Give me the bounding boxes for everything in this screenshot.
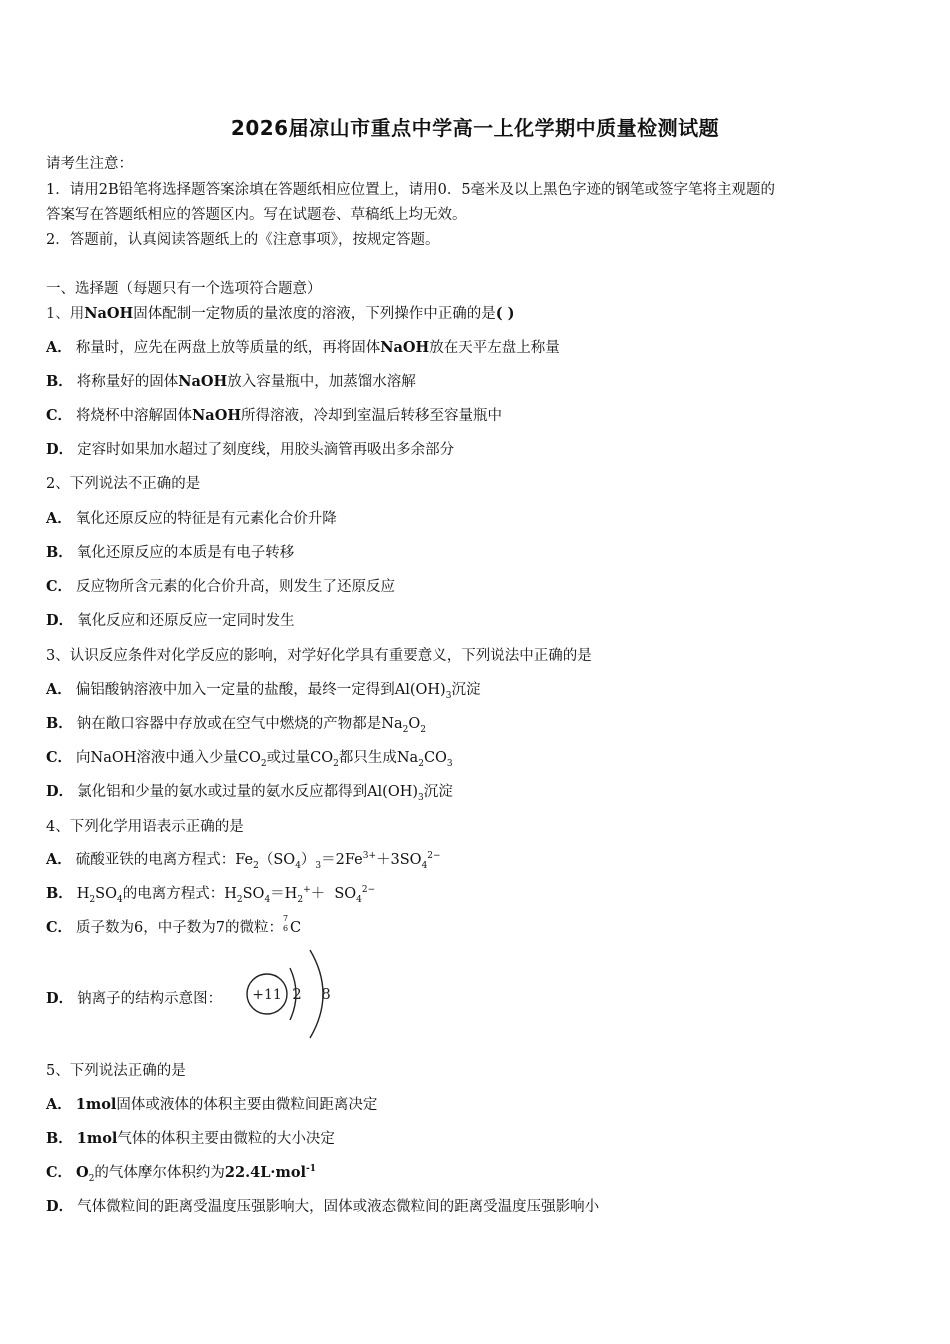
- q5-option-d[interactable]: [46, 1195, 599, 1216]
- option-text: 固体或液体的体积主要由微粒间距离决定: [116, 1097, 378, 1113]
- mass-number: 7: [283, 914, 289, 923]
- option-text: 的电离方程式：H: [122, 886, 237, 902]
- option-label: A．: [46, 510, 72, 527]
- option-text: 放在天平左盘上称量: [429, 340, 560, 356]
- option-label: B．: [46, 885, 73, 902]
- option-text: 放入容量瓶中，加蒸馏水溶解: [227, 374, 416, 390]
- option-text: 沉淀: [451, 682, 481, 698]
- subscript: 4: [295, 860, 301, 871]
- isotope-notation: [283, 914, 290, 933]
- option-label: B．: [46, 373, 73, 390]
- option-text: 气体的体积主要由微粒的大小决定: [117, 1131, 335, 1147]
- option-label: C．: [46, 407, 73, 424]
- option-label: D．: [46, 441, 74, 458]
- sodium-ion-structure-diagram: [240, 948, 340, 1040]
- option-text: ＋3SO: [376, 852, 422, 868]
- q2-option-c[interactable]: [46, 575, 395, 596]
- q1-number-text: 1、用: [46, 306, 85, 322]
- option-text: 都只生成Na: [338, 750, 419, 766]
- shell-1-electrons: 2: [292, 985, 302, 1003]
- section-heading: 一、选择题（每题只有一个选项符合题意）: [46, 281, 322, 297]
- q2-option-b[interactable]: [46, 541, 294, 562]
- notice-line-1b: 答案写在答题纸相应的答题区内。写在试题卷、草稿纸上均无效。: [46, 207, 467, 223]
- q4-option-a[interactable]: [46, 848, 441, 871]
- option-label: D．: [46, 612, 74, 629]
- q2-option-a[interactable]: [46, 507, 337, 528]
- question-1-stem: [46, 302, 515, 323]
- q3-option-b[interactable]: [46, 712, 426, 735]
- option-text: SO: [95, 886, 117, 902]
- q1-option-a[interactable]: [46, 336, 560, 357]
- q2-option-d[interactable]: [46, 609, 295, 630]
- option-formula: NaOH: [178, 373, 228, 390]
- notice-line-2: 2．答题前，认真阅读答题纸上的《注意事项》，按规定答题。: [46, 232, 440, 248]
- option-text: 所得溶液，冷却到室温后转移至容量瓶中: [241, 408, 503, 424]
- option-label: A．: [46, 681, 72, 698]
- option-label: C．: [46, 749, 73, 766]
- option-text: 气体微粒间的距离受温度压强影响大，固体或液态微粒间的距离受温度压强影响小: [77, 1199, 600, 1215]
- option-label: D．: [46, 783, 74, 800]
- subscript: 2: [402, 724, 409, 735]
- superscript: +: [303, 885, 311, 896]
- option-text: 将烧杯中溶解固体: [76, 408, 193, 424]
- option-text: 定容时如果加水超过了刻度线，用胶头滴管再吸出多余部分: [77, 442, 455, 458]
- q5-option-c[interactable]: [46, 1161, 316, 1184]
- superscript: 2−: [427, 851, 441, 862]
- q1-option-d[interactable]: [46, 438, 454, 459]
- subscript: 3: [445, 690, 452, 701]
- subscript: 2: [89, 894, 96, 905]
- option-label: D．: [46, 990, 74, 1007]
- q3-option-a[interactable]: [46, 678, 480, 701]
- option-label: A．: [46, 339, 72, 356]
- q5-option-b[interactable]: [46, 1127, 335, 1148]
- option-text: 向NaOH溶液中通入少量CO: [76, 750, 261, 766]
- option-text: ＝H: [270, 886, 298, 902]
- option-text: （SO: [258, 852, 296, 868]
- option-text: CO: [423, 750, 447, 766]
- question-5-stem: 5、下列说法正确的是: [46, 1063, 186, 1079]
- option-text: 将称量好的固体: [76, 374, 179, 390]
- option-label: C．: [46, 578, 73, 595]
- question-4-stem: 4、下列化学用语表示正确的是: [46, 819, 244, 835]
- page-title: 2026届凉山市重点中学高一上化学期中质量检测试题: [230, 116, 720, 140]
- subscript: 4: [264, 894, 271, 905]
- option-formula: 1mol: [75, 1096, 117, 1113]
- option-text: 质子数为6，中子数为7的微粒：: [76, 920, 283, 936]
- subscript: 2: [420, 724, 426, 735]
- option-text: H: [76, 886, 90, 902]
- q3-option-d[interactable]: [46, 780, 453, 803]
- element-symbol: C: [290, 920, 302, 936]
- option-text: SO: [242, 886, 265, 902]
- option-text: 氧化反应和还原反应一定同时发生: [77, 613, 295, 629]
- option-text: ）: [300, 852, 316, 868]
- option-text: 氧化还原反应的特征是有元素化合价升降: [75, 511, 337, 527]
- q1-option-c[interactable]: [46, 404, 502, 425]
- option-text: 氧化还原反应的本质是有电子转移: [76, 545, 295, 561]
- option-text: 沉淀: [423, 784, 453, 800]
- q1-option-b[interactable]: [46, 370, 416, 391]
- option-text: ＋ SO: [310, 886, 357, 902]
- subscript: 4: [356, 894, 362, 905]
- q4-option-d[interactable]: [46, 987, 222, 1008]
- q3-option-c[interactable]: [46, 746, 453, 769]
- option-label: A．: [46, 1096, 72, 1113]
- option-formula: 1mol: [76, 1130, 118, 1147]
- option-label: C．: [46, 1164, 73, 1181]
- option-label: D．: [46, 1198, 74, 1215]
- subscript: 2: [333, 758, 339, 769]
- option-label: B．: [46, 1130, 73, 1147]
- option-formula: NaOH: [380, 339, 430, 356]
- notice-heading: 请考生注意：: [46, 156, 133, 172]
- option-text: 钠在敞口容器中存放或在空气中燃烧的产物都是Na: [76, 716, 403, 732]
- subscript: 4: [421, 860, 428, 871]
- option-text: 称量时，应先在两盘上放等质量的纸，再将固体: [75, 340, 381, 356]
- superscript: 3+: [362, 851, 377, 862]
- nucleus-charge: +11: [252, 987, 282, 1003]
- option-text: ＝2Fe: [321, 852, 363, 868]
- subscript: 4: [116, 894, 123, 905]
- q1-formula: NaOH: [84, 305, 134, 322]
- option-text: O: [408, 716, 421, 732]
- option-formula: O: [76, 1164, 89, 1181]
- option-label: A．: [46, 851, 72, 868]
- subscript: 3: [315, 860, 322, 871]
- subscript: 3: [446, 758, 453, 769]
- option-text: 氯化铝和少量的氨水或过量的氨水反应都得到Al(OH): [77, 784, 419, 800]
- subscript: 3: [418, 792, 424, 803]
- subscript: 2: [260, 758, 267, 769]
- subscript: 2: [253, 860, 259, 871]
- question-3-stem: 3、认识反应条件对化学反应的影响，对学好化学具有重要意义，下列说法中正确的是: [46, 648, 592, 664]
- option-label: C．: [46, 919, 73, 936]
- shell-2-electrons: 8: [321, 985, 331, 1003]
- q4-option-c[interactable]: [46, 916, 301, 937]
- option-label: B．: [46, 715, 73, 732]
- option-text: 反应物所含元素的化合价升高，则发生了还原反应: [76, 579, 396, 595]
- option-formula: NaOH: [192, 407, 242, 424]
- option-text: 偏铝酸钠溶液中加入一定量的盐酸，最终一定得到Al(OH): [75, 682, 446, 698]
- q1-paren: ( ): [495, 305, 515, 322]
- question-2-stem: 2、下列说法不正确的是: [46, 476, 201, 492]
- q5-option-a[interactable]: [46, 1093, 377, 1114]
- notice-line-1: 1．请用2B铅笔将选择题答案涂填在答题纸相应位置上，请用0．5毫米及以上黑色字迹的钢笔或签字笔将主观题的: [46, 182, 776, 198]
- subscript: 2: [297, 894, 304, 905]
- option-text: 或过量CO: [266, 750, 334, 766]
- option-text: 钠离子的结构示意图：: [77, 991, 223, 1007]
- q1-stem-text: 固体配制一定物质的量浓度的溶液，下列操作中正确的是: [133, 306, 496, 322]
- option-formula: 22.4L·mol: [224, 1164, 307, 1181]
- q4-option-b[interactable]: [46, 882, 375, 905]
- option-text: 的气体摩尔体积约为: [94, 1165, 225, 1181]
- superscript: 2−: [361, 885, 376, 896]
- option-label: B．: [46, 544, 73, 561]
- superscript: -1: [306, 1164, 317, 1175]
- subscript: 2: [88, 1173, 95, 1184]
- subscript: 2: [236, 894, 243, 905]
- option-text: 硫酸亚铁的电离方程式：Fe: [75, 852, 254, 868]
- atomic-number: 6: [283, 924, 289, 933]
- subscript: 2: [418, 758, 424, 769]
